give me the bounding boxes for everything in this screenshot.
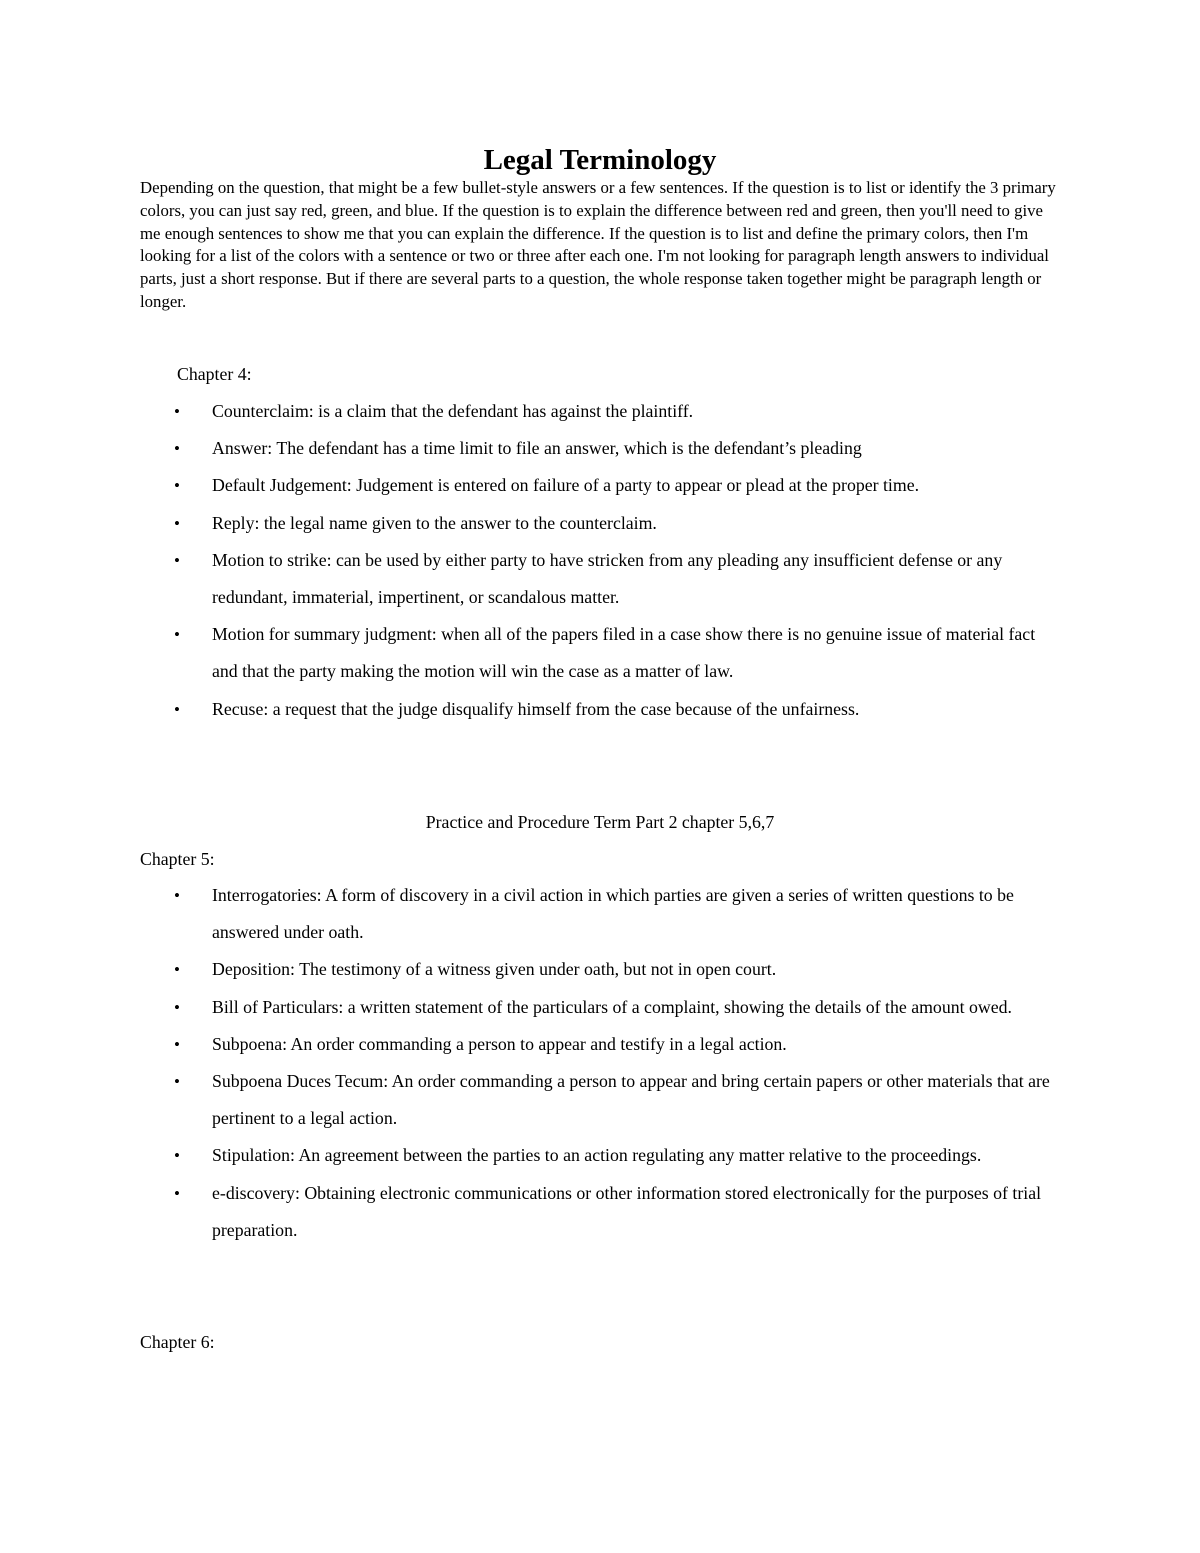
chapter-4-heading: Chapter 4: — [177, 364, 252, 384]
list-item — [0, 1063, 1062, 1137]
bullet-icon: • — [174, 476, 180, 496]
bullet-icon: • — [174, 1183, 180, 1203]
chapter-5-term-list — [0, 877, 1200, 1249]
term-text: Bill of Particulars: a written statement of the particulars of a complaint, showing the details of the amount owed. — [212, 996, 1012, 1017]
list-item — [0, 542, 1062, 616]
term-text: Motion to strike: can be used by either party to have stricken from any pleading any insufficient defense or any redundant, immaterial, impertinent, or scandalous matter. — [212, 549, 1003, 608]
term-text: Answer: The defendant has a time limit to file an answer, which is the defendant’s pleading — [212, 438, 862, 459]
term-text: Interrogatories: A form of discovery in a civil action in which parties are given a series of written questions to be answered under oath. — [212, 885, 1014, 943]
term-text: Default Judgement: Judgement is entered on failure of a party to appear or plead at the proper time. — [212, 475, 920, 496]
list-item — [0, 951, 1062, 988]
list-item — [0, 1137, 1062, 1174]
bullet-icon: • — [174, 402, 180, 421]
chapter-6-heading: Chapter 6: — [140, 1332, 215, 1352]
bullet-icon: • — [174, 699, 180, 719]
intro-paragraph: Depending on the question, that might be a few bullet-style answers or a few sentences. If the question is to list or identify the 3 primary colors, you can just say red, green, and blue. If the question is to explain the difference between red and green, then you'll need to give me enough sentences to show me that you can explain the difference. If the question is to list and define the primary colors, then I'm looking for a list of the colors with a sentence or two or three after each one. I'm not looking for paragraph length answers to individual parts, just a short response. But if there are several parts to a question, the whole response taken together might be paragraph length or longer. — [140, 178, 1056, 311]
bullet-icon: • — [174, 439, 180, 459]
bullet-icon: • — [174, 1146, 180, 1166]
bullet-icon: • — [174, 625, 180, 645]
list-item — [0, 691, 1062, 728]
list-item — [0, 1175, 1062, 1249]
bullet-icon: • — [174, 1034, 180, 1054]
term-text: Motion for summary judgment: when all of the papers filed in a case show there is no genuine issue of material fact and that the party making the motion will win the case as a matter of law. — [212, 624, 1036, 682]
list-item — [0, 877, 1062, 951]
document-title: Legal Terminology — [483, 144, 717, 176]
list-item — [0, 505, 1062, 542]
list-item — [0, 1026, 1062, 1063]
list-item — [0, 989, 1062, 1026]
chapter-5-heading: Chapter 5: — [140, 849, 215, 869]
term-text: Subpoena Duces Tecum: An order commanding a person to appear and bring certain papers or other materials that are pertinent to a legal action. — [212, 1071, 1050, 1129]
term-text: Deposition: The testimony of a witness given under oath, but not in open court. — [212, 959, 777, 980]
term-text: Stipulation: An agreement between the parties to an action regulating any matter relative to the proceedings. — [212, 1145, 982, 1166]
section-subtitle: Practice and Procedure Term Part 2 chapter 5,6,7 — [425, 812, 775, 832]
bullet-icon: • — [174, 550, 180, 570]
list-item — [0, 393, 1062, 430]
list-item — [0, 430, 1062, 467]
term-text: Subpoena: An order commanding a person to appear and testify in a legal action. — [212, 1033, 787, 1054]
bullet-icon: • — [174, 960, 180, 980]
bullet-icon: • — [174, 997, 180, 1017]
term-text: Counterclaim: is a claim that the defendant has against the plaintiff. — [212, 401, 694, 421]
term-text: Recuse: a request that the judge disqualify himself from the case because of the unfairness. — [212, 698, 860, 719]
bullet-icon: • — [174, 886, 180, 905]
term-text: Reply: the legal name given to the answer to the counterclaim. — [212, 512, 657, 533]
term-text: e-discovery: Obtaining electronic communications or other information stored electronically for the purposes of trial preparation. — [212, 1182, 1042, 1240]
bullet-icon: • — [174, 513, 180, 533]
list-item — [0, 467, 1062, 504]
chapter-4-term-list — [0, 393, 1200, 728]
list-item — [0, 616, 1062, 690]
bullet-icon: • — [174, 1072, 180, 1092]
